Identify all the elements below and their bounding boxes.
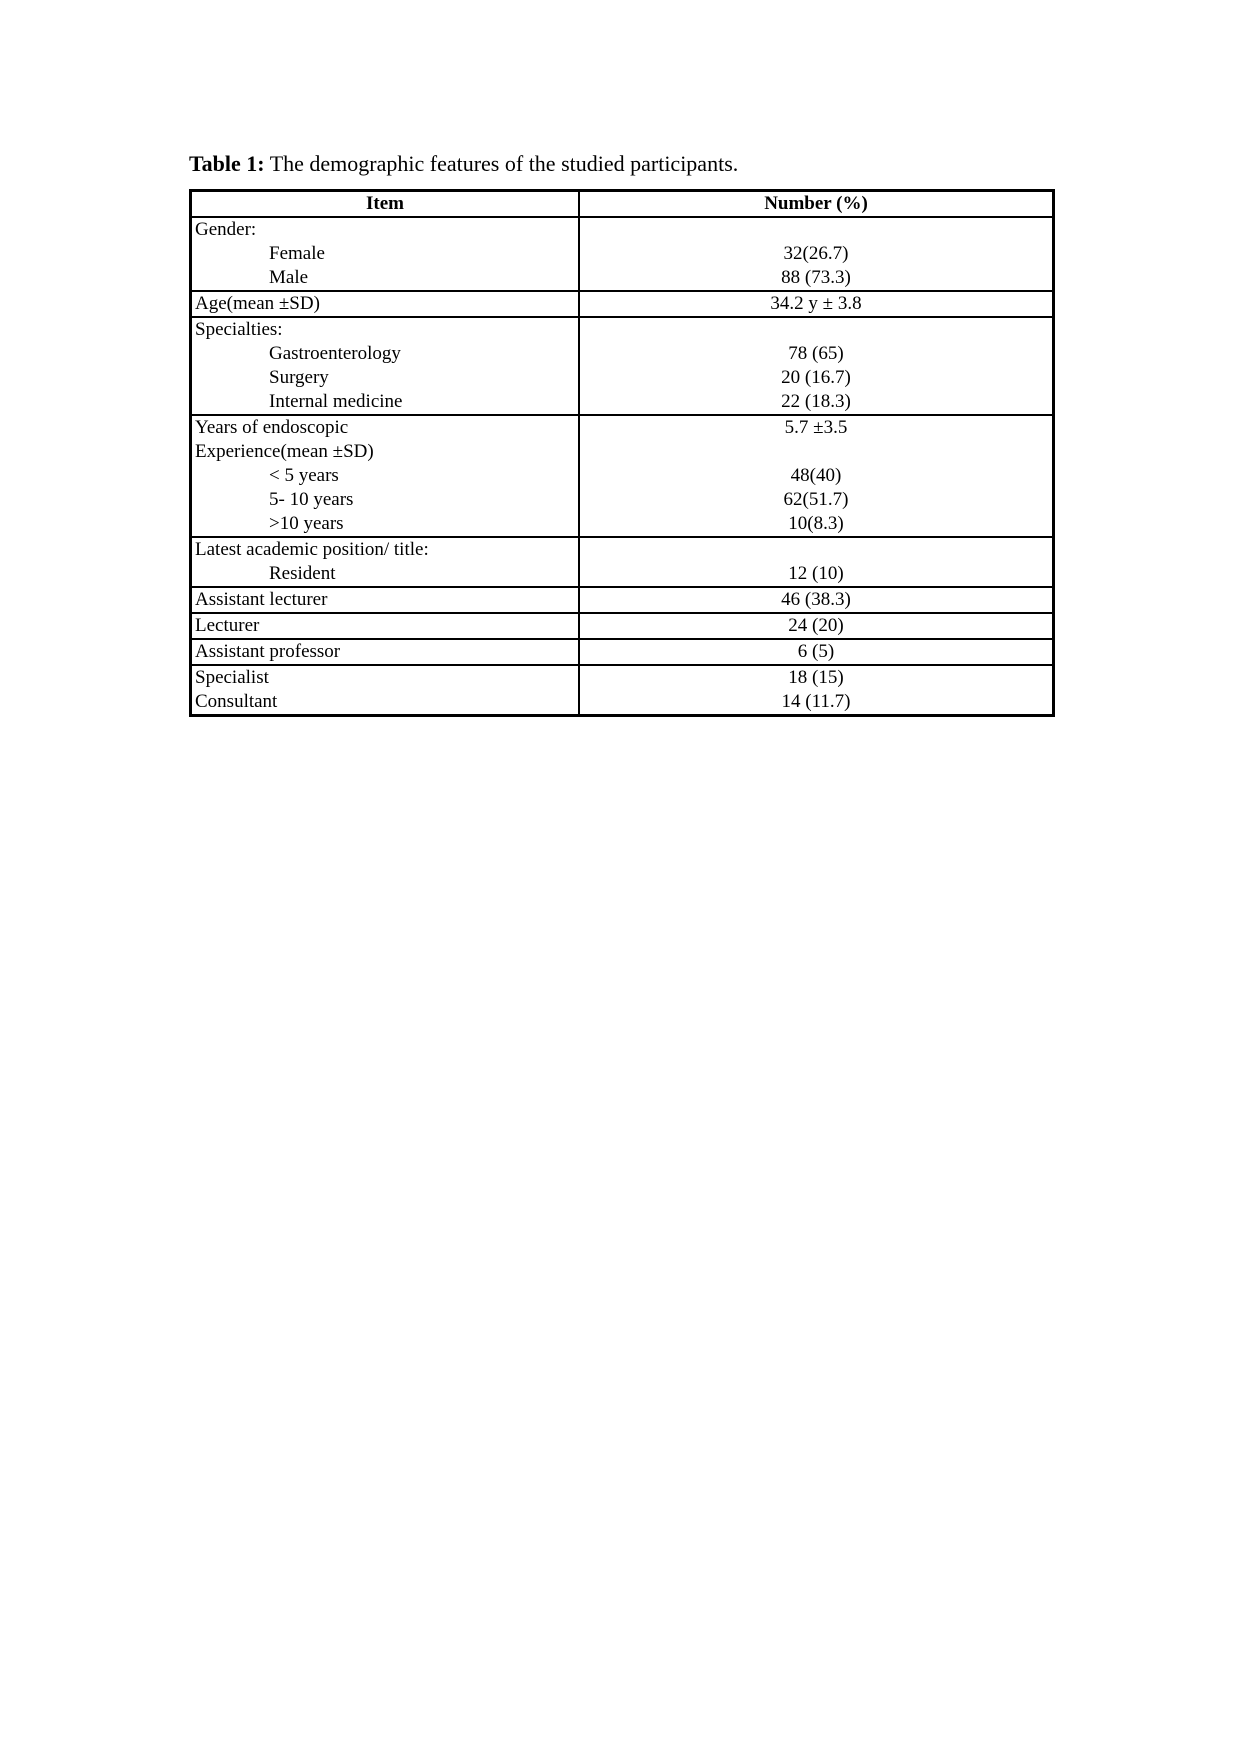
assistant-lecturer-value: 46 (38.3) <box>579 587 1054 613</box>
experience-value-cell <box>579 415 1054 537</box>
specialist-consultant-value-cell <box>579 665 1054 716</box>
table-row-specialist-consultant <box>191 665 1054 716</box>
experience-heading-line1: Years of endoscopic <box>195 417 349 438</box>
specialty-gastro-value: 78 (65) <box>788 343 844 364</box>
experience-gt10-value: 10(8.3) <box>788 513 844 534</box>
gender-value-cell <box>579 217 1054 291</box>
consultant-value: 14 (11.7) <box>781 691 851 712</box>
assistant-lecturer-label: Assistant lecturer <box>191 587 580 613</box>
experience-gt10-label: >10 years <box>269 513 344 534</box>
specialties-value-cell <box>579 317 1054 415</box>
specialty-internal-label: Internal medicine <box>269 391 403 412</box>
specialty-internal-value: 22 (18.3) <box>781 391 851 412</box>
lecturer-value: 24 (20) <box>579 613 1054 639</box>
specialist-consultant-item-cell <box>191 665 580 716</box>
table-row-age <box>191 291 1054 317</box>
table-row-assistant-professor <box>191 639 1054 665</box>
table-row-gender <box>191 217 1054 291</box>
table-row-assistant-lecturer <box>191 587 1054 613</box>
academic-item-cell <box>191 537 580 587</box>
experience-mean-value: 5.7 ±3.5 <box>784 417 848 438</box>
experience-range-label: 5- 10 years <box>269 489 354 510</box>
specialist-label: Specialist <box>195 667 269 688</box>
gender-spacer <box>583 218 1049 242</box>
age-label: Age(mean ±SD) <box>191 291 580 317</box>
assistant-professor-label: Assistant professor <box>191 639 580 665</box>
table-row-specialties <box>191 317 1054 415</box>
experience-lt5-label: < 5 years <box>269 465 339 486</box>
table-row-experience <box>191 415 1054 537</box>
academic-resident-label: Resident <box>269 563 336 584</box>
gender-male-label: Male <box>269 267 309 288</box>
table-header-row <box>191 191 1054 218</box>
caption-label: Table 1: <box>189 151 265 176</box>
age-value: 34.2 y ± 3.8 <box>579 291 1054 317</box>
header-number: Number (%) <box>579 191 1054 218</box>
specialties-item-cell <box>191 317 580 415</box>
gender-male-value: 88 (73.3) <box>781 267 851 288</box>
caption-text: The demographic features of the studied participants. <box>264 151 739 176</box>
experience-range-value: 62(51.7) <box>783 489 849 510</box>
assistant-professor-value: 6 (5) <box>579 639 1054 665</box>
experience-spacer <box>583 440 1049 464</box>
specialty-surgery-value: 20 (16.7) <box>781 367 851 388</box>
academic-heading: Latest academic position/ title: <box>195 539 429 560</box>
table-row-lecturer <box>191 613 1054 639</box>
specialties-spacer <box>583 318 1049 342</box>
experience-heading-line2: Experience(mean ±SD) <box>195 441 374 462</box>
demographics-table <box>189 189 1055 717</box>
specialty-surgery-label: Surgery <box>269 367 329 388</box>
academic-value-cell <box>579 537 1054 587</box>
gender-item-cell <box>191 217 580 291</box>
header-item: Item <box>191 191 580 218</box>
academic-spacer <box>583 538 1049 562</box>
specialties-heading: Specialties: <box>195 319 283 340</box>
experience-item-cell <box>191 415 580 537</box>
academic-resident-value: 12 (10) <box>788 563 844 584</box>
specialist-value: 18 (15) <box>788 667 844 688</box>
experience-lt5-value: 48(40) <box>790 465 842 486</box>
gender-female-label: Female <box>269 243 325 264</box>
consultant-label: Consultant <box>195 691 278 712</box>
table-caption <box>189 150 738 178</box>
table-row-academic-resident <box>191 537 1054 587</box>
specialty-gastro-label: Gastroenterology <box>269 343 401 364</box>
lecturer-label: Lecturer <box>191 613 580 639</box>
gender-female-value: 32(26.7) <box>783 243 849 264</box>
gender-heading: Gender: <box>195 219 257 240</box>
